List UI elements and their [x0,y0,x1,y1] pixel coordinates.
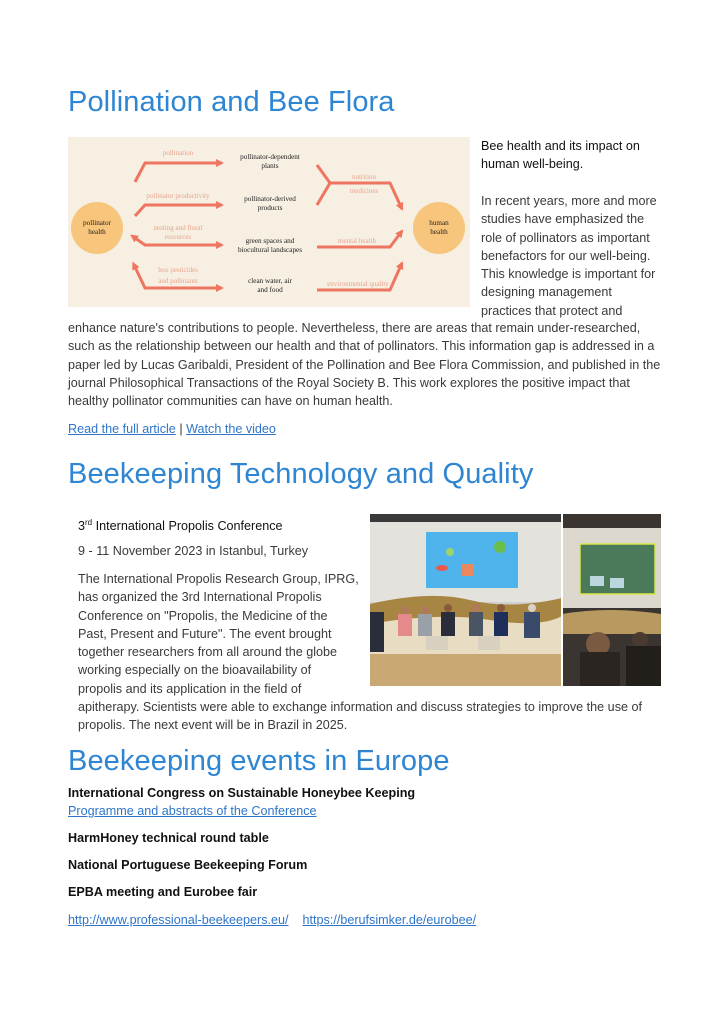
ordinal-suffix: rd [85,518,93,527]
ordinal-number: 3 [78,519,86,534]
svg-text:and food: and food [257,286,283,294]
svg-text:pollinator productivity: pollinator productivity [146,192,210,200]
svg-text:pollination: pollination [162,149,194,157]
link-separator: | [179,422,183,436]
arrow-pollination [135,163,222,182]
body-line: journal Philosophical Transactions of the Royal Society B. This work explores the positive impact that [68,375,630,390]
side-line: has organized the 3rd International Propolis [78,590,322,605]
svg-text:resources: resources [164,233,192,241]
professional-beekeepers-link[interactable]: http://www.professional-beekeepers.eu/ [68,913,289,927]
arrow-merge [317,165,330,205]
right-node-label-1: human [429,219,449,227]
left-node-label-1: pollinator [83,219,111,227]
body-line: propolis. The next event will be in Brazil in 2025. [78,718,348,733]
read-article-link[interactable]: Read the full article [68,422,176,436]
left-node-label-2: health [88,228,106,236]
side-line: Conference on "Propolis, the Medicine of the [78,608,328,623]
svg-text:medicines: medicines [349,187,379,195]
berufsimker-link[interactable]: https://berufsimker.de/eurobee/ [302,913,477,927]
svg-text:mental health: mental health [338,237,376,245]
conference-name: International Propolis Conference [92,519,283,534]
side-line: benefactors for our well-being. [481,248,651,263]
middle-label: pollinator-dependent [240,153,300,161]
event-harmhoney: HarmHoney technical round table [68,831,269,845]
right-node-label-2: health [430,228,448,236]
event-links [68,911,476,929]
side-line: propolis and its application in the field of [78,681,302,696]
body-line: such as the relationship between our health and that of pollinators. This information gap is addressed in a [68,339,655,354]
conference-photo [370,514,661,686]
body-line: paper led by Lucas Garibaldi, President of the Pollination and Bee Flora Commission, and published in the [68,357,661,372]
svg-text:plants: plants [261,162,279,170]
side-line: Past, Present and Future". The event brought [78,626,332,641]
conference-photo-illustration [370,514,661,686]
body-line: enhance nature's contributions to people. Nevertheless, there are areas that remain under-researched, [68,321,641,335]
article-subtitle: Bee health and its impact on human well-being. [481,139,640,172]
svg-text:nesting and floral: nesting and floral [153,224,203,232]
side-line: In recent years, more and more [481,194,657,208]
side-paragraph [481,192,681,320]
section-title-technology: Beekeeping Technology and Quality [68,458,534,490]
side-line: working especially on the bioavailability of [78,663,312,678]
body-paragraph [68,319,668,410]
svg-text:less pesticides: less pesticides [158,266,198,274]
side-line: role of pollinators as important [481,230,650,245]
watch-video-link[interactable]: Watch the video [186,422,276,436]
event-epba: EPBA meeting and Eurobee fair [68,885,258,899]
conference-body-text [78,698,668,735]
event-portuguese-forum: National Portuguese Beekeeping Forum [68,858,308,872]
svg-text:green spaces and: green spaces and [245,237,295,245]
side-line: designing management [481,285,612,300]
side-line: The International Propolis Research Group, IPRG, [78,572,359,586]
svg-text:and pollutants: and pollutants [158,277,198,285]
side-line: studies have emphasized the [481,212,645,227]
programme-link[interactable]: Programme and abstracts of the Conference [68,804,317,818]
article-links [68,420,276,438]
svg-text:pollinator-derived: pollinator-derived [244,195,296,203]
arrow-productivity [135,205,222,216]
svg-text:clean water, air: clean water, air [248,277,292,285]
diagram-svg [68,137,470,307]
svg-text:products: products [257,204,283,212]
conference-side-text [78,570,368,698]
event-congress: International Congress on Sustainable Honeybee Keeping [68,786,416,800]
pollinator-health-diagram [68,137,470,307]
svg-text:nutrition: nutrition [351,173,377,181]
conference-date: 9 - 11 November 2023 in Istanbul, Turkey [78,544,309,558]
svg-text:environmental quality: environmental quality [327,280,389,288]
body-line: apitherapy. Scientists were able to exchange information and discuss strategies to improve the use of [78,700,642,714]
svg-text:biocultural landscapes: biocultural landscapes [237,246,303,254]
conference-title [78,514,283,535]
body-line: healthy pollinator communities can have on human health. [68,394,393,409]
side-line: together researchers from all around the globe [78,645,338,660]
section-title-events: Beekeeping events in Europe [68,745,450,777]
side-line: practices that protect and [481,303,623,318]
side-line: This knowledge is important for [481,267,656,282]
section-title-pollination: Pollination and Bee Flora [68,86,395,118]
